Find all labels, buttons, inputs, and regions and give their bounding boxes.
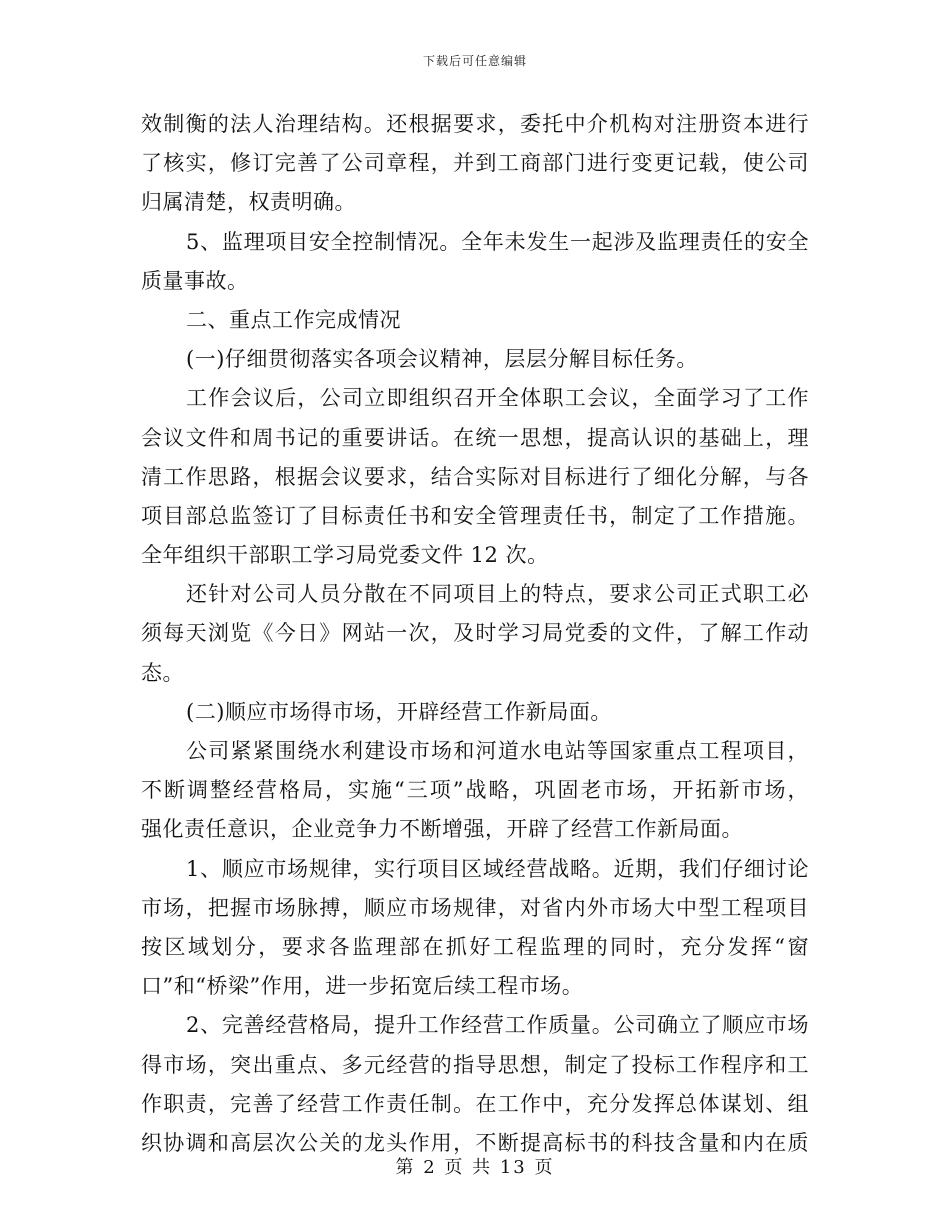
page-header: 下载后可任意编辑 <box>422 54 527 68</box>
text-line: 效制衡的法人治理结构。还根据要求，委托中介机构对注册资本进行 <box>141 112 809 136</box>
text-line: 市场，把握市场脉搏，顺应市场规律，对省内外市场大中型工程项目 <box>141 895 809 920</box>
document-body <box>141 105 809 1163</box>
text-line: 1、顺应市场规律，实行项目区域经营战略。近期，我们仔细讨论 <box>186 856 809 881</box>
text-line: 得市场，突出重点、多元经营的指导思想，制定了投标工作程序和工 <box>141 1052 809 1077</box>
text-line: 作职责，完善了经营工作责任制。在工作中，充分发挥总体谋划、组 <box>141 1091 809 1116</box>
text-line: 按区域划分，要求各监理部在抓好工程监理的同时，充分发挥“窗 <box>141 934 809 959</box>
text-line: 态。 <box>141 660 184 685</box>
text-line: 会议文件和周书记的重要讲话。在统一思想，提高认识的基础上，理 <box>141 425 809 450</box>
page-footer: 第 2 页 共 13 页 <box>395 1157 555 1178</box>
text-line: 了核实，修订完善了公司章程，并到工商部门进行变更记载，使公司 <box>141 151 809 176</box>
text-line: 5、监理项目安全控制情况。全年未发生一起涉及监理责任的安全 <box>186 229 809 254</box>
text-line: 质量事故。 <box>141 268 249 293</box>
text-line: (二)顺应市场得市场，开辟经营工作新局面。 <box>186 699 612 724</box>
text-line: 工作会议后，公司立即组织召开全体职工会议，全面学习了工作 <box>186 386 809 411</box>
text-line: 不断调整经营格局，实施“三项”战略，巩固老市场，开拓新市场， <box>141 778 809 803</box>
text-line: 须每天浏览《今日》网站一次，及时学习局党委的文件，了解工作动 <box>141 621 809 646</box>
text-line: 2、完善经营格局，提升工作经营工作质量。公司确立了顺应市场 <box>186 1013 809 1038</box>
text-line: 全年组织干部职工学习局党委文件 12 次。 <box>141 543 549 568</box>
text-line: 强化责任意识，企业竞争力不断增强，开辟了经营工作新局面。 <box>141 817 743 842</box>
text-line: 归属清楚，权责明确。 <box>141 190 356 215</box>
text-line: (一)仔细贯彻落实各项会议精神，层层分解目标任务。 <box>186 347 698 372</box>
text-line: 还针对公司人员分散在不同项目上的特点，要求公司正式职工必 <box>186 582 809 607</box>
text-line: 织协调和高层次公关的龙头作用，不断提高标书的科技含量和内在质 <box>141 1130 809 1155</box>
text-line: 项目部总监签订了目标责任书和安全管理责任书，制定了工作措施。 <box>141 503 809 528</box>
text-line: 清工作思路，根据会议要求，结合实际对目标进行了细化分解，与各 <box>141 464 809 489</box>
text-line: 口”和“桥梁”作用，进一步拓宽后续工程市场。 <box>141 974 584 999</box>
text-line: 公司紧紧围绕水利建设市场和河道水电站等国家重点工程项目， <box>186 739 809 763</box>
text-line: 二、重点工作完成情况 <box>186 307 401 332</box>
